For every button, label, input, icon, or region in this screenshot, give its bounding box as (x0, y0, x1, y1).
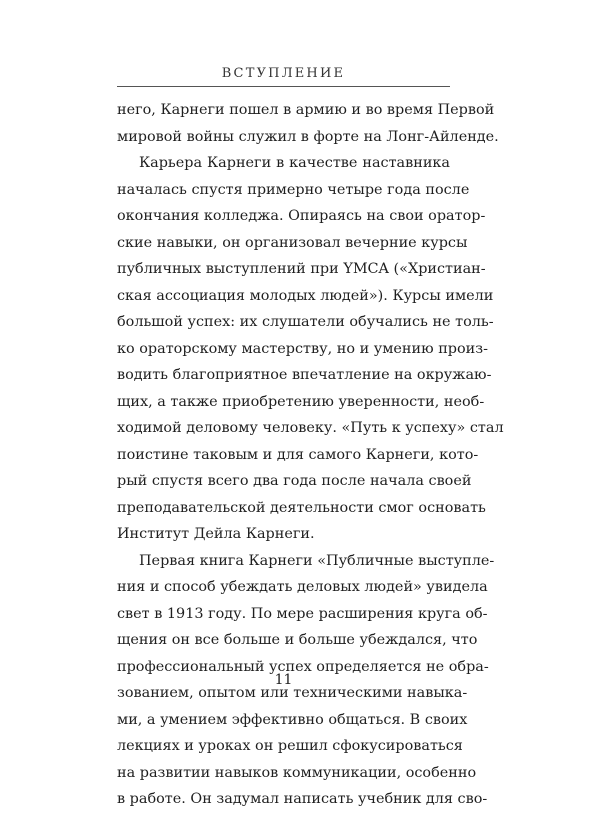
text-line: Институт Дейла Карнеги. (117, 526, 315, 542)
text-line: началась спустя примерно четыре года после (117, 181, 470, 198)
text-line: Первая книга Карнеги «Публичные выступле- (139, 552, 495, 569)
paragraph-1 (117, 97, 499, 150)
header-rule (117, 86, 450, 87)
text-line: профессиональный успех определяется не обра- (117, 658, 489, 675)
text-line: щения он все больше и больше убеждался, что (117, 632, 478, 648)
text-line: ния и способ убеждать деловых людей» увидела (117, 579, 488, 595)
text-line: преподавательской деятельности смог основать (117, 499, 486, 516)
text-line: ми, а умением эффективно общаться. В своих (117, 711, 468, 728)
text-line: большой успех: их слушатели обучались не толь- (117, 314, 494, 330)
text-line: публичных выступлений при YMCA («Христиан- (117, 261, 486, 277)
text-line: ская ассоциация молодых людей»). Курсы имели (117, 287, 494, 304)
text-line: ские навыки, он организовал вечерние курсы (117, 234, 468, 251)
text-line: в работе. Он задумал написать учебник для сво- (117, 791, 488, 807)
text-line: свет в 1913 году. По мере расширения круга об- (117, 605, 488, 622)
text-line: окончания колледжа. Опираясь на свои оратор- (117, 208, 486, 224)
text-line: мировой войны служил в форте на Лонг-Айленде. (117, 128, 499, 145)
text-line: лекциях и уроках он решил сфокусироваться (117, 738, 463, 754)
text-line: рый спустя всего два года после начала своей (117, 473, 472, 489)
text-line: поистине таковым и для самого Карнеги, кото- (117, 446, 479, 463)
text-line: ходимой деловому человеку. «Путь к успеху» стал (117, 420, 504, 436)
text-line: на развитии навыков коммуникации, особенно (117, 764, 477, 781)
body-text (117, 97, 504, 813)
running-head: ВСТУПЛЕНИЕ (221, 66, 346, 81)
text-line: щих, а также приобретению уверенности, необ- (117, 393, 485, 410)
text-line: Карьера Карнеги в качестве наставника (139, 155, 450, 171)
text-line: него, Карнеги пошел в армию и во время Первой (117, 102, 495, 118)
page-number: 11 (274, 672, 293, 688)
text-line: ко ораторскому мастерству, но и умению произ- (117, 340, 488, 357)
paragraph-2 (117, 150, 504, 548)
text-line: водить благоприятное впечатление на окружаю- (117, 367, 492, 383)
text-line: зованием, опытом или техническими навыка- (117, 685, 468, 701)
